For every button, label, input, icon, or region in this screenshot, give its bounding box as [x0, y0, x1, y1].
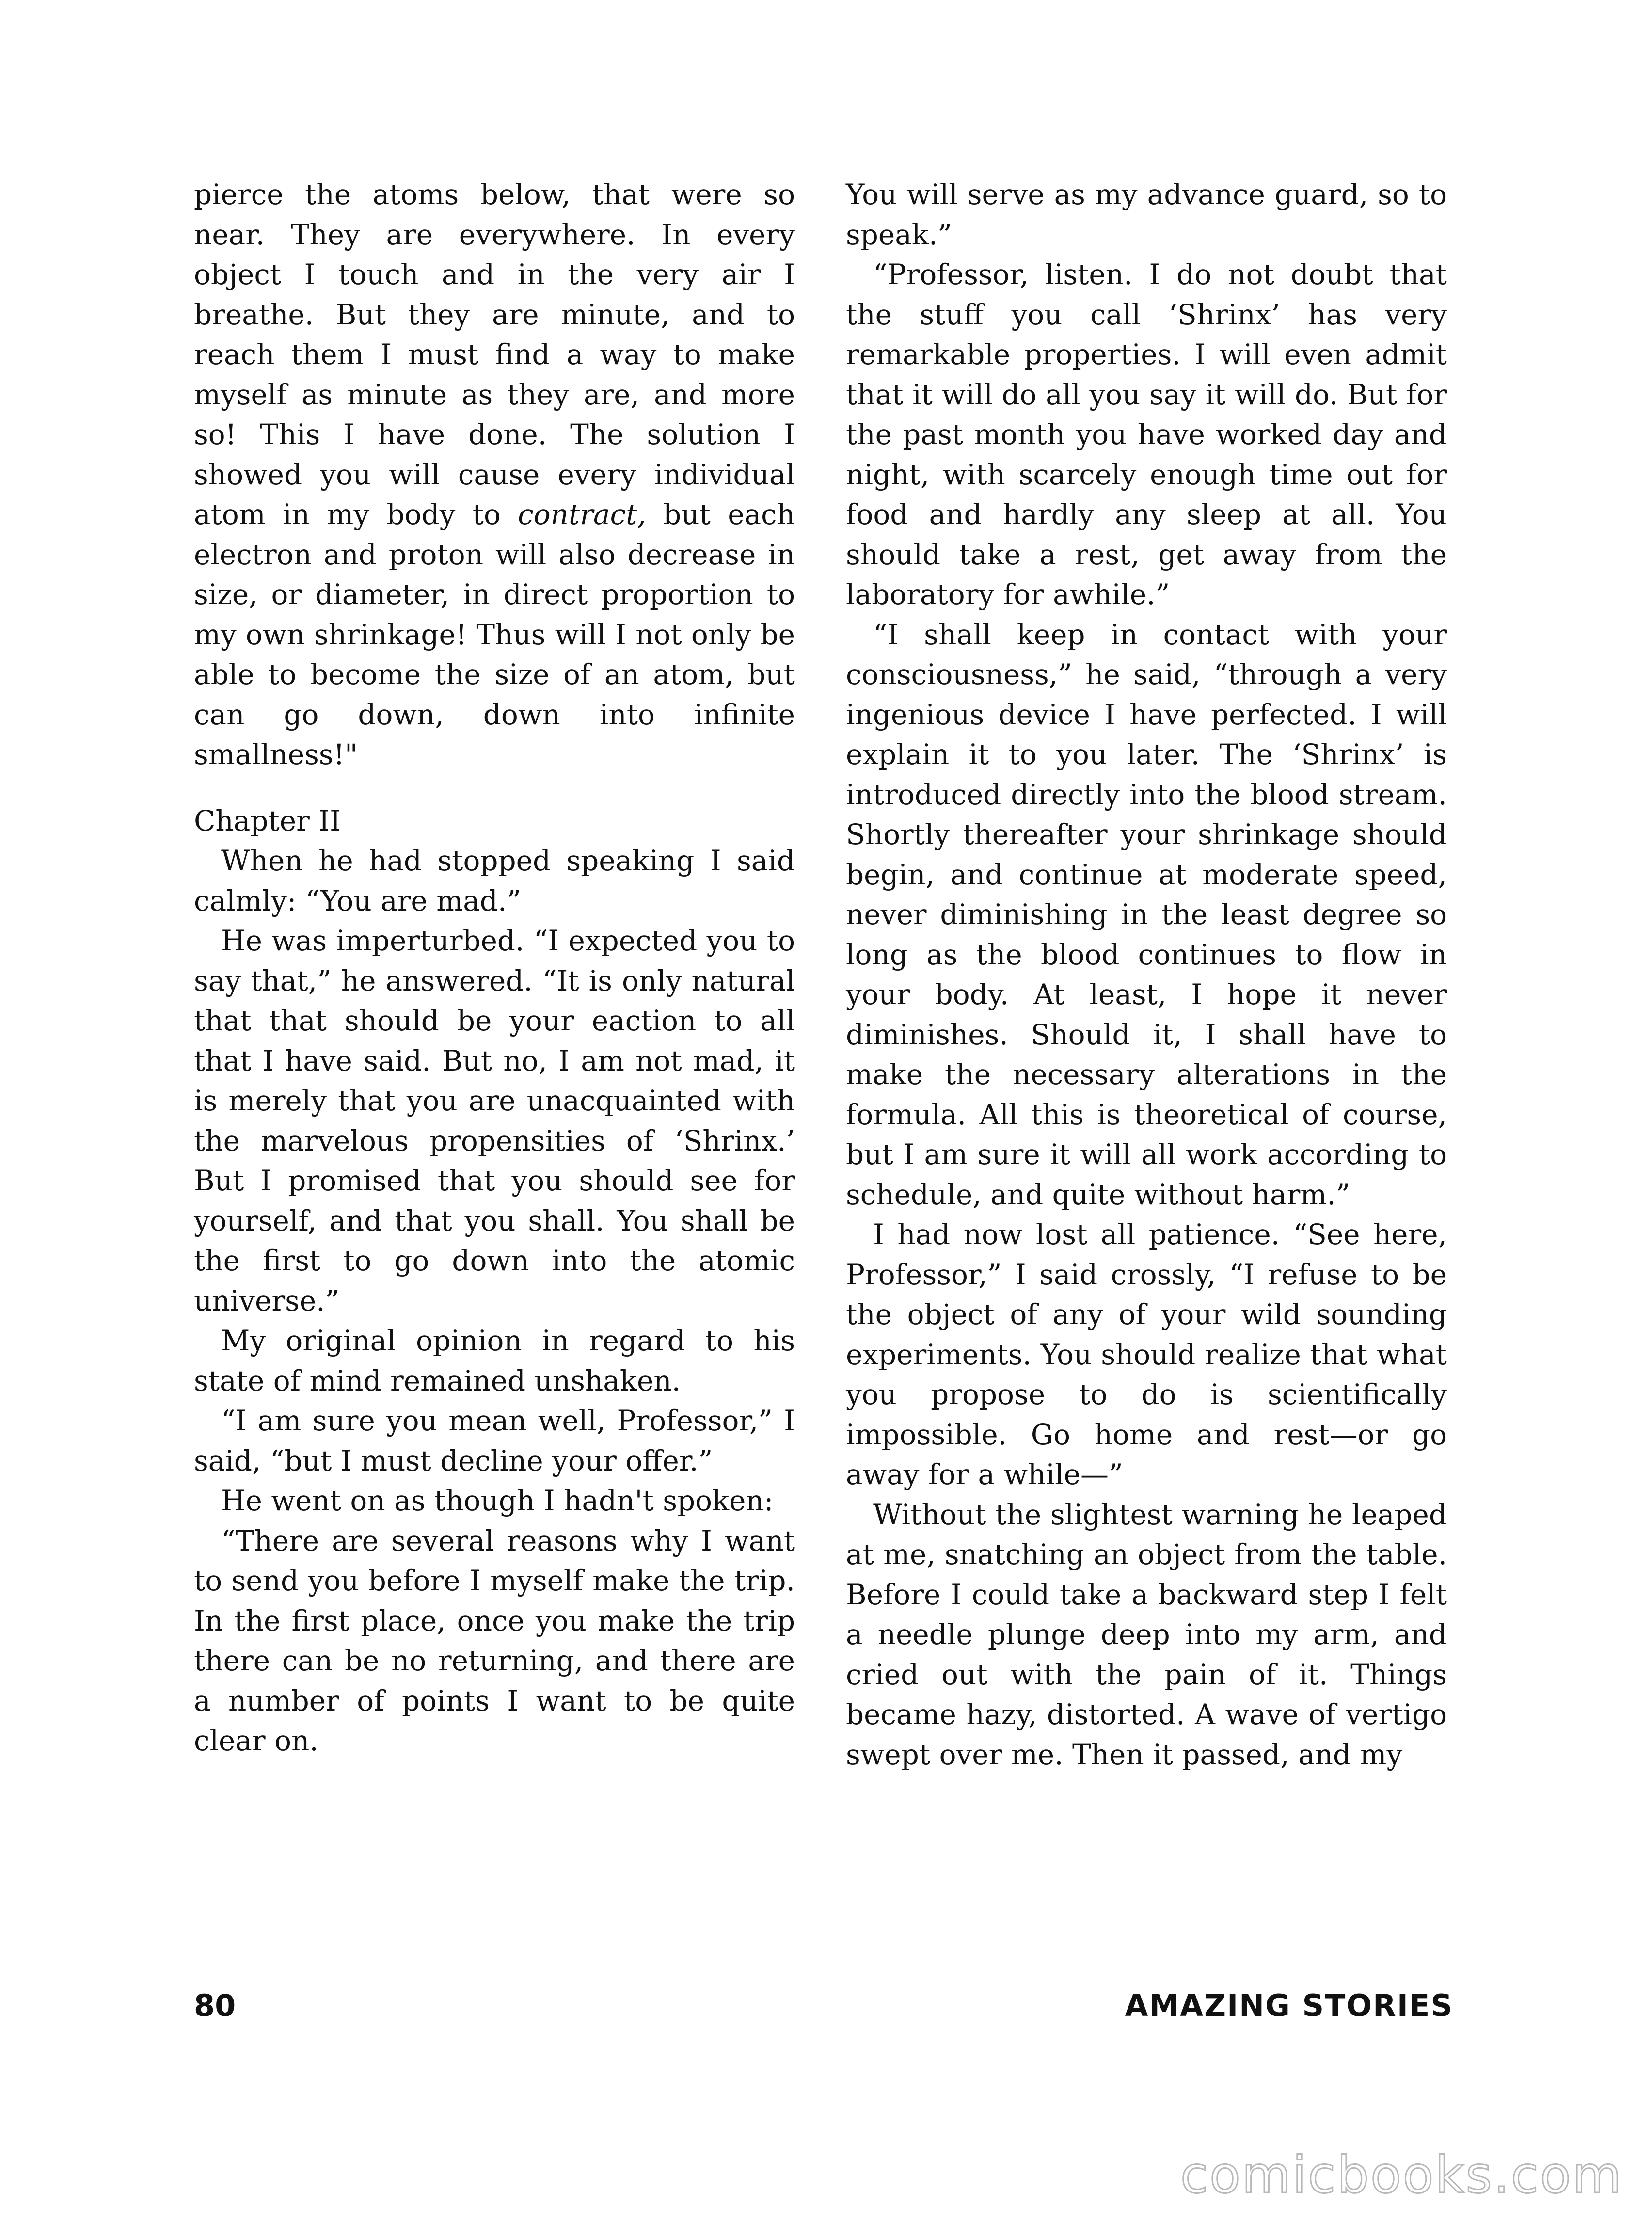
paragraph: He was imperturbed. “I expected you to say that,” he answered. “It is only natural that that should be your eaction to all that I have said. But no, I am not mad, it is merely that you are unacquainted with the marvelous propensities of ‘Shrinx.’ But I promised that you should see for yourself, and that you shall. You shall be the first to go down into the atomic universe.”: [194, 924, 795, 1317]
paragraph: [194, 175, 795, 775]
paragraph: My original opinion in regard to his state of mind remained unshaken.: [194, 1324, 795, 1397]
chapter-heading: Chapter II: [194, 804, 341, 837]
paragraph-text-continued: but each electron and proton will also decrease in size, or diameter, in direct proportion to my own shrinkage! Thus will I not only be able to become the size of an atom, but can go down, down into infinite smallness!": [194, 498, 795, 771]
magazine-title: AMAZING STORIES: [1125, 1988, 1453, 2023]
paragraph-text: pierce the atoms below, that were so near. They are everywhere. In every object I touch and in the very air I breathe. But they are minute, and to reach them I must find a way to make myself as minute as they are, and more so! This I have done. The solution I showed you will cause every individual atom in my body to: [194, 178, 795, 531]
paragraph: I had now lost all patience. “See here, Professor,” I said crossly, “I refuse to be the object of any of your wild sounding experiments. You should realize that what you propose to do is scientifically impossible. Go home and rest—or go away for a while—”: [846, 1218, 1447, 1491]
paragraph: You will serve as my advance guard, so to speak.”: [846, 178, 1447, 251]
page-number: 80: [194, 1988, 236, 2023]
watermark: comicbooks.com: [1180, 2145, 1623, 2205]
paragraph: “I am sure you mean well, Professor,” I said, “but I must decline your offer.”: [194, 1404, 795, 1477]
paragraph: “I shall keep in contact with your consciousness,” he said, “through a very ingenious device I have perfected. I will explain it to you later. The ‘Shrinx’ is introduced directly into the blood stream. Shortly thereafter your shrinkage should begin, and continue at moderate speed, never diminishing in the least degree so long as the blood continues to flow in your body. At least, I hope it never diminishes. Should it, I shall have to make the necessary alterations in the formula. All this is theoretical of course, but I am sure it will all work according to schedule, and quite without harm.”: [846, 618, 1447, 1211]
paragraph: Without the slightest warning he leaped at me, snatching an object from the table. Before I could take a backward step I felt a needle plunge deep into my arm, and cried out with the pain of it. Things became hazy, distorted. A wave of vertigo swept over me. Then it passed, and my: [846, 1498, 1447, 1771]
paragraph: When he had stopped speaking I said calmly: “You are mad.”: [194, 844, 795, 917]
italic-word: contract,: [518, 498, 646, 531]
paragraph: “There are several reasons why I want to send you before I myself make the trip. In the first place, once you make the trip there can be no returning, and there are a number of points I want to be quite clear on.: [194, 1524, 795, 1757]
paragraph: He went on as though I hadn't spoken:: [221, 1484, 774, 1517]
right-text-column: [846, 175, 1447, 1775]
paragraph: “Professor, listen. I do not doubt that the stuff you call ‘Shrinx’ has very remarkable properties. I will even admit that it will do all you say it will do. But for the past month you have worked day and night, with scarcely enough time out for food and hardly any sleep at all. You should take a rest, get away from the laboratory for awhile.”: [846, 258, 1447, 611]
left-text-column: [194, 175, 795, 1761]
